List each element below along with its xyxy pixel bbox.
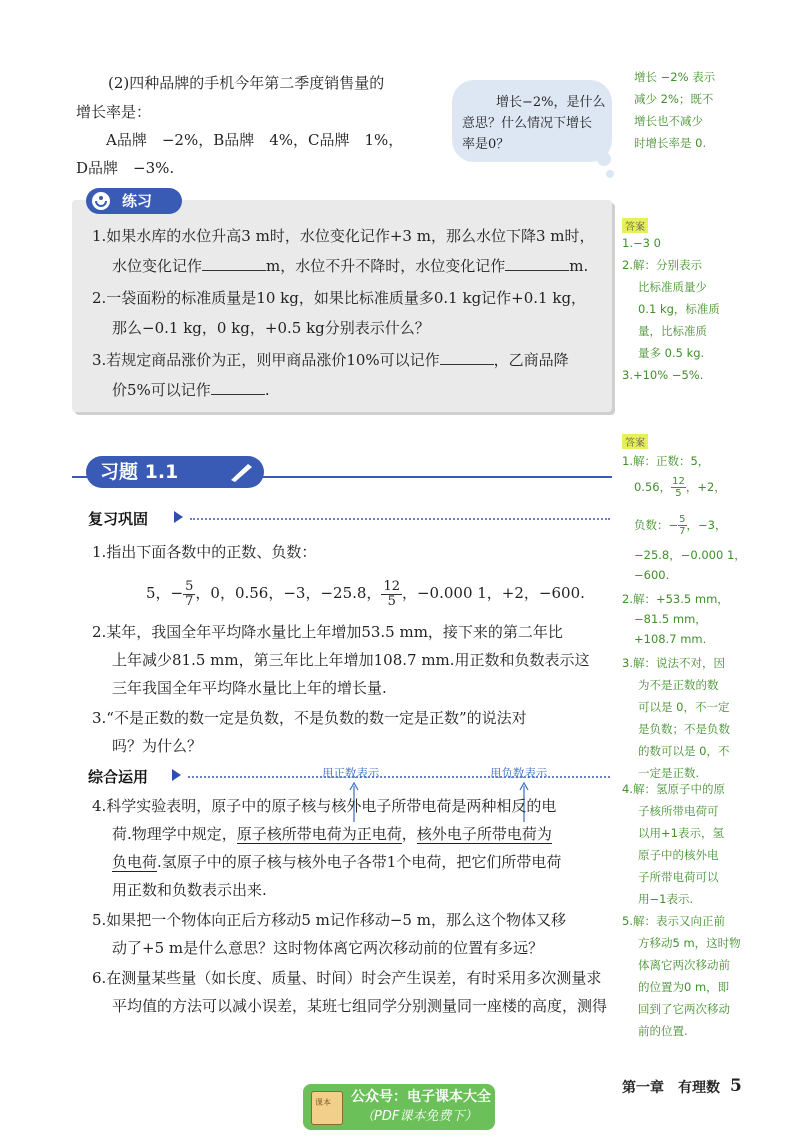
- book-icon: [311, 1091, 343, 1125]
- example-line: A品牌 −2%，B品牌 4%，C品牌 1%，: [106, 131, 404, 149]
- exercise-answer: +108.7 mm.: [634, 632, 707, 646]
- exercise-answer: 子核所带电荷可: [638, 804, 719, 818]
- exercise-answer: 用−1表示.: [638, 892, 694, 906]
- practice-q2: 2.一袋面粉的标准质量是10 kg，如果比标准质量多0.1 kg记作+0.1 kg，: [92, 289, 587, 307]
- arrow-right-icon: [174, 511, 183, 523]
- exercise-answer: 负数：− $\frac{5}{7}$ ，−3，: [634, 514, 727, 537]
- exercise-answer: 为不是正数的数: [638, 678, 719, 692]
- ex-q3: 吗？为什么？: [112, 737, 203, 755]
- exercise-answer: −600.: [634, 568, 670, 582]
- ex-q2: 上年减少81.5 mm，第三年比上年增加108.7 mm.用正数和负数表示这: [112, 651, 590, 669]
- practice-answer: 3.+10% −5%.: [622, 368, 704, 382]
- pencil-icon: [228, 462, 254, 486]
- ex-q1: 1.指出下面各数中的正数、负数：: [92, 543, 317, 561]
- arrow-right-icon: [172, 769, 181, 781]
- bubble-line: 增长−2%，是什么: [496, 95, 606, 110]
- bubble-tail: [606, 170, 614, 178]
- practice-q1: 1.如果水库的水位升高3 m时，水位变化记作+3 m，那么水位下降3 m时，: [92, 227, 595, 245]
- exercise-answer: 1.解：正数：5，: [622, 454, 710, 468]
- exercise-answer: 是负数；不是负数: [638, 722, 730, 736]
- exercise-answer: 方移动5 m，这时物: [638, 936, 741, 950]
- apply-title: 综合运用: [88, 768, 149, 786]
- ex-q4: 荷.物理学中规定，原子核所带电荷为正电荷，核外电子所带电荷为: [112, 825, 552, 843]
- handwritten-annotation: 用负数表示: [490, 766, 548, 780]
- side-note: 减少 2%；既不: [634, 92, 714, 106]
- exercise-answer: 原子中的核外电: [638, 848, 719, 862]
- wechat-line: 公众号：电子课本大全: [351, 1089, 491, 1105]
- ex-q1-list: 5，− $\frac{5}{7}$ ，0，0.56，−3，−25.8， $\frac{12}{5}$ ，−0.000 1，+2，−600.: [146, 578, 585, 609]
- exercise-answer: 4.解：氢原子中的原: [622, 782, 725, 796]
- exercise-answer: 回到了它两次移动: [638, 1002, 730, 1016]
- page-number: 5: [730, 1076, 742, 1096]
- answer-label: 答案: [622, 218, 648, 233]
- practice-answer: 量多 0.5 kg.: [638, 346, 705, 360]
- thought-bubble: [452, 80, 612, 162]
- ex-q4: 4.科学实验表明，原子中的原子核与核外电子所带电荷是两种相反的电: [92, 797, 557, 815]
- practice-answer: 比标准质量少: [638, 280, 707, 294]
- practice-q3: 价5%可以记作 .: [112, 381, 270, 399]
- ex-q2: 2.某年，我国全年平均降水量比上年增加53.5 mm，接下来的第二年比: [92, 623, 563, 641]
- example-line: D品牌 −3%.: [76, 159, 175, 177]
- answer-label: 答案: [622, 434, 648, 449]
- bubble-line: 率是0？: [462, 137, 510, 152]
- bubble-tail: [597, 152, 611, 166]
- exercise-answer: −25.8，−0.000 1，: [634, 548, 746, 562]
- example-line: (2)四种品牌的手机今年第二季度销售量的: [108, 74, 385, 92]
- exercise-answer: 5.解：表示又向正前: [622, 914, 725, 928]
- exercise-answer: 前的位置.: [638, 1024, 688, 1038]
- exercise-answer: 体离它两次移动前: [638, 958, 730, 972]
- ex-q5: 5.如果把一个物体向正后方移动5 m记作移动−5 m，那么这个物体又移: [92, 911, 566, 929]
- exercise-answer: 一定是正数.: [638, 766, 700, 780]
- wechat-banner[interactable]: [303, 1084, 495, 1130]
- wechat-line: （PDF课本免费下）: [361, 1109, 478, 1124]
- exercise-answer: 以用+1表示，氢: [638, 826, 724, 840]
- side-note: 增长 −2% 表示: [634, 70, 716, 84]
- book-icon-label: 课本: [315, 1098, 331, 1107]
- example-line: 增长率是：: [76, 103, 152, 121]
- ex-q6: 6.在测量某些量（如长度、质量、时间）时会产生误差，有时采用多次测量求: [92, 969, 602, 987]
- ex-q4: 负电荷.氢原子中的原子核与核外电子各带1个电荷，把它们所带电荷: [112, 853, 562, 871]
- ex-q6: 平均值的方法可以减小误差，某班七组同学分别测量同一座楼的高度，测得: [112, 997, 608, 1015]
- practice-answer: 量，比标准质: [638, 324, 707, 338]
- bubble-line: 意思？什么情况下增长: [462, 116, 593, 131]
- ex-q2: 三年我国全年平均降水量比上年的增长量.: [112, 679, 387, 697]
- practice-header: [86, 188, 182, 214]
- exercise-answer: 3.解：说法不对，因: [622, 656, 725, 670]
- exercise-answer: 子所带电荷可以: [638, 870, 719, 884]
- side-note: 时增长率是 0.: [634, 136, 707, 150]
- side-note: 增长也不减少: [634, 114, 703, 128]
- practice-q1: 水位变化记作 m，水位不升不降时，水位变化记作 m.: [112, 257, 589, 275]
- handwritten-annotation: 用正数表示: [322, 766, 380, 780]
- exercise-title: 习题 1.1: [100, 461, 179, 483]
- exercise-answer: 的位置为0 m，即: [638, 980, 730, 994]
- practice-answer: 1.−3 0: [622, 236, 661, 250]
- ex-q5: 动了+5 m是什么意思？这时物体离它两次移动前的位置有多远？: [112, 939, 544, 957]
- exercise-answer: 2.解：+53.5 mm，: [622, 592, 729, 606]
- practice-q3: 3.若规定商品涨价为正，则甲商品涨价10%可以记作 ，乙商品降: [92, 351, 569, 369]
- exercise-answer: 可以是 0，不一定: [638, 700, 730, 714]
- exercise-header: [86, 456, 264, 488]
- exercise-answer: −81.5 mm，: [634, 612, 707, 626]
- dotted-rule: [190, 518, 610, 520]
- practice-q2: 那么−0.1 kg，0 kg，+0.5 kg分别表示什么？: [112, 319, 430, 337]
- ex-q3: 3.“不是正数的数一定是负数，不是负数的数一定是正数”的说法对: [92, 709, 527, 727]
- practice-answer: 2.解：分别表示: [622, 258, 702, 272]
- exercise-answer: 的数可以是 0，不: [638, 744, 730, 758]
- practice-title: 练习: [122, 192, 153, 210]
- ex-q4: 用正数和负数表示出来.: [112, 881, 267, 899]
- review-title: 复习巩固: [88, 510, 149, 528]
- practice-answer: 0.1 kg，标准质: [638, 302, 720, 316]
- exercise-answer: 0.56， $\frac{12}{5}$ ，+2，: [634, 476, 726, 499]
- practice-icon: [92, 192, 110, 210]
- chapter-label: 第一章 有理数: [622, 1080, 720, 1096]
